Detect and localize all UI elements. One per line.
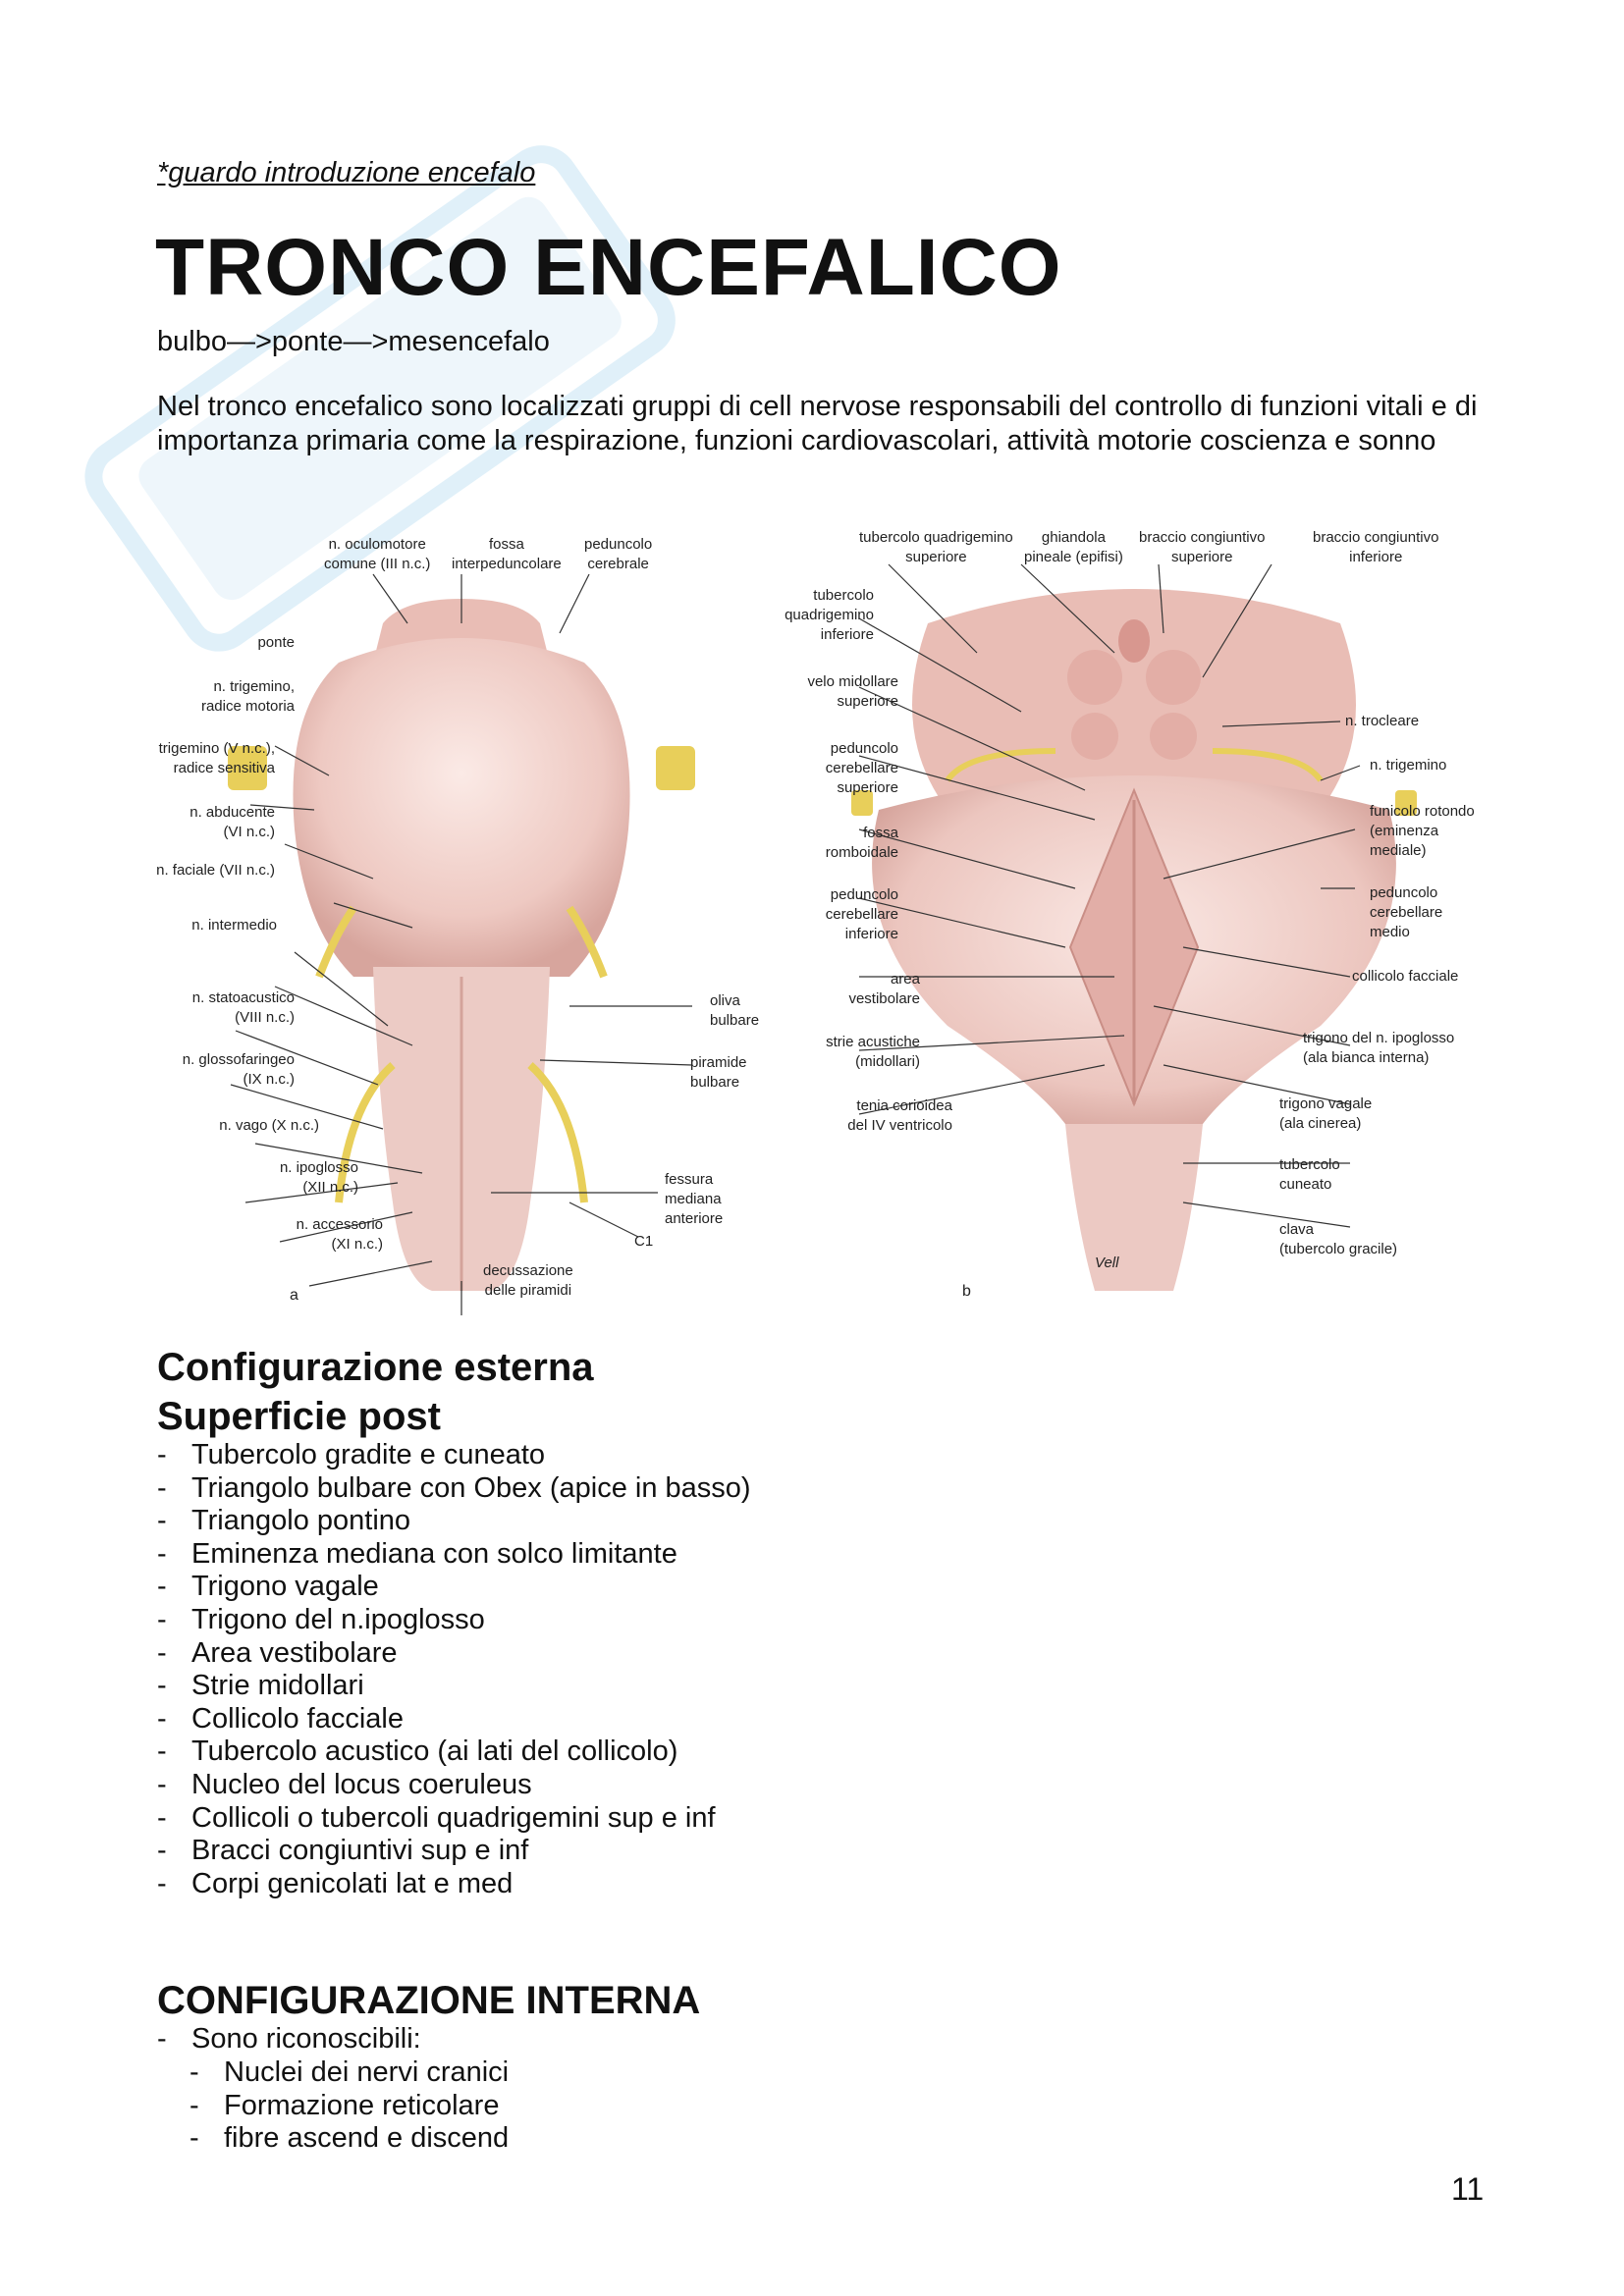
intro-link[interactable]: *guardo introduzione encefalo — [157, 157, 536, 188]
internal-sublist — [189, 2056, 509, 2156]
label-fossa-interpeduncolare: fossa interpeduncolare — [452, 536, 562, 572]
label-statoacustico: n. statoacustico (VIII n.c.) — [191, 989, 295, 1026]
list-item: - Area vestibolare — [157, 1637, 751, 1671]
external-list — [157, 1439, 751, 1900]
label-vago: n. vago (X n.c.) — [219, 1117, 319, 1134]
label-intermedio: n. intermedio — [191, 917, 277, 934]
label-ped-cer-inf: peduncolo cerebellare inferiore — [825, 886, 898, 942]
list-item: - Tubercolo gradite e cuneato — [157, 1439, 751, 1472]
label-ped-cer-sup: peduncolo cerebellare superiore — [825, 740, 898, 796]
list-item: - Sono riconoscibili: — [157, 2023, 421, 2056]
label-trigono-vagale: trigono vagale (ala cinerea) — [1279, 1095, 1373, 1132]
figure-letter-b: b — [962, 1283, 971, 1300]
label-ipoglosso: n. ipoglosso (XII n.c.) — [279, 1159, 358, 1196]
label-ghiandola-pineale: ghiandola pineale (epifisi) — [1024, 529, 1123, 565]
label-glossofaringeo: n. glossofaringeo (IX n.c.) — [182, 1051, 295, 1088]
list-item: - Triangolo pontino — [157, 1505, 751, 1538]
list-item: - fibre ascend e discend — [189, 2122, 509, 2156]
label-tubercolo-quad-sup: tubercolo quadrigemino superiore — [859, 529, 1013, 565]
label-collicolo-facciale: collicolo facciale — [1352, 968, 1459, 985]
label-abducente: n. abducente (VI n.c.) — [189, 804, 275, 840]
label-piramide: piramide bulbare — [690, 1054, 747, 1091]
list-item: - Formazione reticolare — [189, 2090, 509, 2123]
label-area-vestibolare: area vestibolare — [848, 971, 920, 1007]
label-tenia-corioidea: tenia corioidea del IV ventricolo — [847, 1097, 952, 1134]
page-title: TRONCO ENCEFALICO — [155, 223, 1062, 312]
list-item: - Collicoli o tubercoli quadrigemini sup e inf — [157, 1802, 751, 1836]
label-ponte: ponte — [257, 634, 295, 651]
label-braccio-inf: braccio congiuntivo inferiore — [1313, 529, 1439, 565]
label-peduncolo-cerebrale: peduncolo cerebrale — [584, 536, 653, 572]
label-trigemino-motoria: n. trigemino, radice motoria — [200, 678, 295, 715]
label-fessura: fessura mediana anteriore — [665, 1171, 724, 1227]
list-item: - Trigono vagale — [157, 1571, 751, 1604]
label-trigemino-sensitiva: trigemino (V n.c.), radice sensitiva — [158, 740, 275, 776]
page-number: 11 — [1451, 2171, 1485, 2207]
label-oculomotore: n. oculomotore comune (III n.c.) — [324, 536, 431, 572]
label-tubercolo-quad-inf: tubercolo quadrigemino inferiore — [785, 587, 874, 643]
label-funicolo-rotondo: funicolo rotondo (eminenza mediale) — [1370, 803, 1475, 859]
list-item: - Eminenza mediana con solco limitante — [157, 1538, 751, 1572]
list-item: - Collicolo facciale — [157, 1703, 751, 1736]
section-heading-external: Configurazione esterna — [157, 1346, 594, 1389]
label-tubercolo-cuneato: tubercolo cuneato — [1279, 1156, 1340, 1193]
list-item: - Strie midollari — [157, 1670, 751, 1703]
label-faciale: n. faciale (VII n.c.) — [156, 862, 275, 879]
brainstem-anterior-figure — [157, 515, 766, 1315]
list-item: - Triangolo bulbare con Obex (apice in basso) — [157, 1472, 751, 1506]
list-item: - Nuclei dei nervi cranici — [189, 2056, 509, 2090]
artist-signature: Vell — [1095, 1255, 1119, 1271]
label-oliva: oliva bulbare — [710, 992, 760, 1029]
section-heading-internal: CONFIGURAZIONE INTERNA — [157, 1979, 701, 2022]
label-trocleare: n. trocleare — [1345, 713, 1420, 729]
label-c1: C1 — [634, 1233, 654, 1250]
list-item: - Bracci congiuntivi sup e inf — [157, 1835, 751, 1868]
list-item: - Corpi genicolati lat e med — [157, 1868, 751, 1901]
label-ped-cer-medio: peduncolo cerebellare medio — [1370, 884, 1443, 940]
label-velo-midollare: velo midollare superiore — [807, 673, 898, 710]
list-item: - Trigono del n.ipoglosso — [157, 1604, 751, 1637]
section-subheading-post: Superficie post — [157, 1395, 441, 1438]
label-strie-acustiche: strie acustiche (midollari) — [826, 1034, 920, 1070]
label-accessorio: n. accessorio (XI n.c.) — [296, 1216, 383, 1253]
list-item: - Nucleo del locus coeruleus — [157, 1769, 751, 1802]
label-braccio-sup: braccio congiuntivo superiore — [1139, 529, 1266, 565]
list-item: - Tubercolo acustico (ai lati del collicolo) — [157, 1735, 751, 1769]
page-subtitle: bulbo—>ponte—>mesencefalo — [157, 326, 550, 357]
figure-letter-a: a — [290, 1287, 298, 1304]
internal-list — [157, 2023, 421, 2056]
brainstem-posterior-figure — [771, 515, 1497, 1315]
label-fossa-romboidale: fossa romboidale — [825, 825, 898, 861]
label-trigemino-b: n. trigemino — [1370, 757, 1447, 774]
intro-paragraph: Nel tronco encefalico sono localizzati gruppi di cell nervose responsabili del controllo di funzioni vitali e di importanza primaria come la respirazione, funzioni cardiovascolari, attività motorie coscienza e sonno — [157, 391, 1478, 456]
label-trigono-ipoglosso: trigono del n. ipoglosso (ala bianca interna) — [1303, 1030, 1455, 1066]
label-clava: clava (tubercolo gracile) — [1279, 1221, 1398, 1257]
label-decussazione: decussazione delle piramidi — [483, 1262, 573, 1299]
